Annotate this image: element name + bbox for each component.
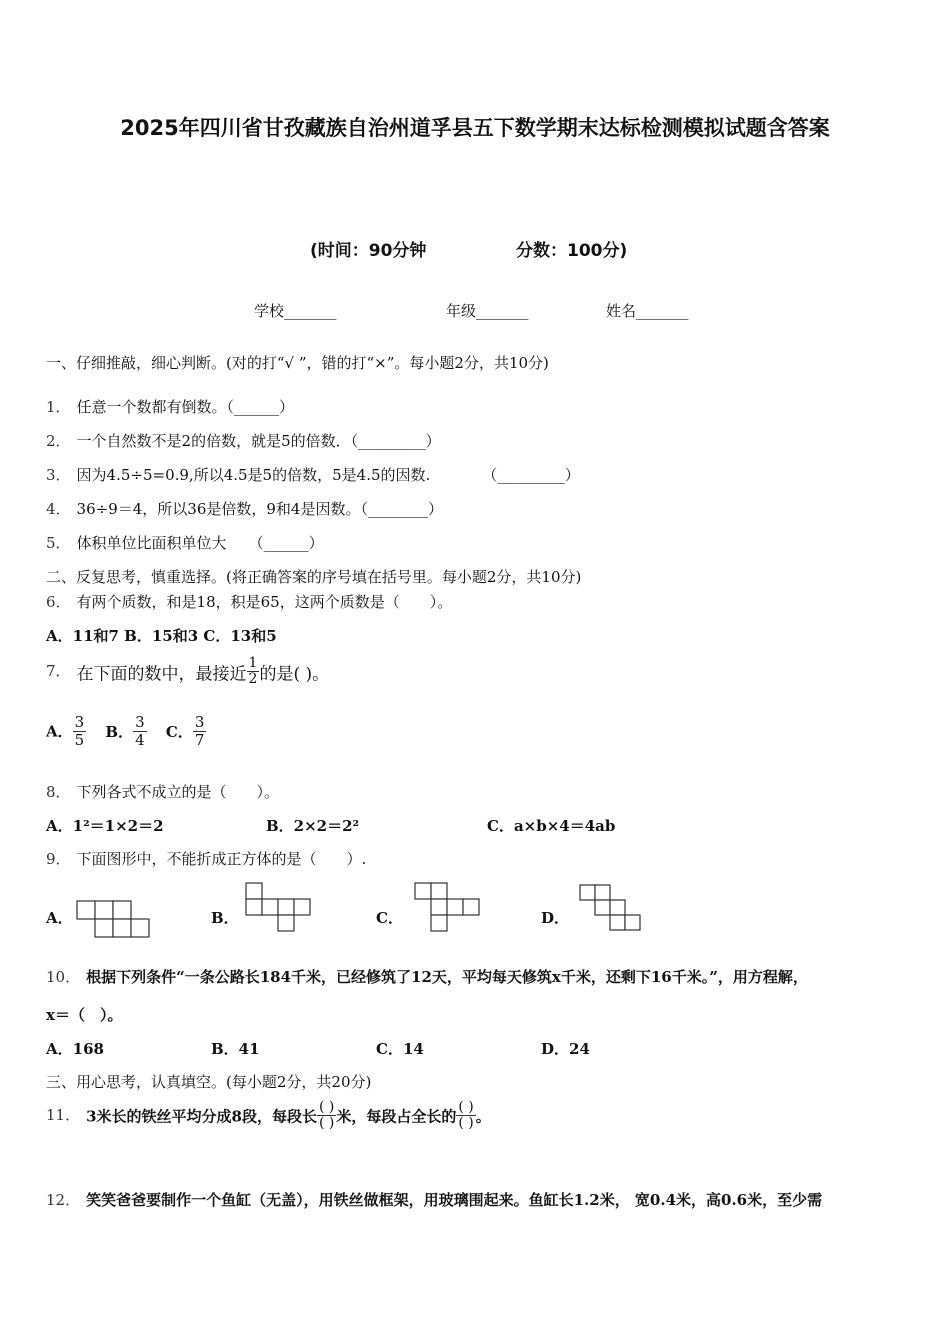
question-number: 2． [46,432,71,450]
question-10-line-2: x＝（ ）。 [46,1006,123,1024]
option-b: B．41 [211,1040,260,1058]
option-c: C．14 [376,1040,424,1058]
question-text: 3米长的铁丝平均分成8段，每段长 [86,1107,317,1126]
answer-blank: （_________） [482,466,580,484]
option-c: C． [376,909,403,927]
exam-time: (时间：90分钟 [310,241,427,261]
question-text: 36÷9＝4，所以36是倍数，9和4是因数。（________） [76,500,443,518]
blank-fraction: $\frac{( )}{( )}$ [458,1099,474,1132]
section-1-heading: 一、仔细推敲，细心判断。(对的打“√ ”，错的打“×”。每小题2分，共10分) [46,354,549,372]
name-field: 姓名_______ [606,302,689,320]
section-2-heading: 二、反复思考，慎重选择。(将正确答案的序号填在括号里。每小题2分，共10分) [46,568,582,586]
option-b: B． [211,909,239,927]
cube-net-d [579,884,641,934]
question-10 [46,966,808,987]
question-text: 的是( )。 [259,664,330,685]
question-text: 。 [475,1107,491,1126]
question-number: 5． [46,534,71,552]
question-6 [46,591,452,612]
option-label: A． [46,722,73,741]
option-b: B．2×2＝2² [266,817,360,835]
option-b-fraction: $\frac{3}{4}$ [135,713,145,749]
option-label: B． [105,722,134,741]
question-text: 笑笑爸爸要制作一个鱼缸（无盖），用铁丝做框架，用玻璃围起来。鱼缸长1.2米， 宽0.4米，高0.6米，至少需 [86,1191,823,1209]
question-6-options: A．11和7 B．15和3 C．13和5 [46,627,277,645]
question-text: 有两个质数，和是18，积是65，这两个质数是（ ）。 [76,593,453,611]
option-a: A．1²＝1×2＝2 [46,817,164,835]
question-number: 9． [46,850,71,868]
question-12 [46,1189,822,1210]
option-c-fraction: $\frac{3}{7}$ [194,713,205,749]
question-text: 一个自然数不是2的倍数，就是5的倍数．（_________） [76,432,441,450]
question-number: 7． [46,662,71,681]
question-7-options [46,714,206,748]
question-text: 因为4.5÷5=0.9,所以4.5是5的倍数，5是4.5的因数. [76,466,431,484]
question-3 [46,464,580,485]
blank-fraction: $\frac{( )}{( )}$ [318,1099,335,1132]
question-text: 下列各式不成立的是（ ）。 [76,783,280,801]
question-text: 任意一个数都有倒数。（______） [76,398,295,416]
option-a-fraction: $\frac{3}{5}$ [74,713,85,749]
question-4 [46,498,443,519]
option-d: D．24 [541,1040,590,1058]
school-field: 学校_______ [254,302,337,320]
question-11 [46,1100,491,1132]
cube-net-b [245,882,315,934]
question-number: 8． [46,783,71,801]
grade-field: 年级_______ [446,302,529,320]
question-9 [46,848,366,869]
cube-net-c [414,882,480,934]
question-text: 下面图形中，不能折成正方体的是（ ）. [76,850,367,868]
question-1 [46,396,294,417]
fraction-half: $\frac{1}{2}$ [248,655,258,688]
option-a: A． [46,909,73,927]
question-text: 根据下列条件“一条公路长184千米，已经修筑了12天，平均每天修筑x千米，还剩下16千米。”，用方程解， [86,968,808,986]
section-3-heading: 三、用心思考，认真填空。(每小题2分，共20分) [46,1073,372,1091]
cube-net-a [76,900,154,940]
question-7 [46,656,329,688]
question-number: 11． [46,1105,81,1124]
question-2 [46,430,441,451]
question-number: 4． [46,500,71,518]
answer-blank: （______） [248,534,324,552]
page-title: 2025年四川省甘孜藏族自治州道孚县五下数学期末达标检测模拟试题含答案 [120,116,830,140]
question-text: 体积单位比面积单位大 [76,534,227,552]
question-number: 3． [46,466,71,484]
question-5 [46,532,324,553]
exam-score: 分数：100分) [516,241,628,261]
option-a: A．168 [46,1040,104,1058]
option-d: D． [541,909,570,927]
question-number: 1． [46,398,71,416]
option-label: C． [165,722,193,741]
question-number: 12． [46,1191,81,1209]
question-text: 在下面的数中，最接近 [76,664,247,685]
question-text: 米，每段占全长的 [336,1107,457,1126]
question-8 [46,781,279,802]
question-number: 10． [46,968,81,986]
option-c: C．a×b×4＝4ab [487,817,616,835]
question-number: 6． [46,593,71,611]
